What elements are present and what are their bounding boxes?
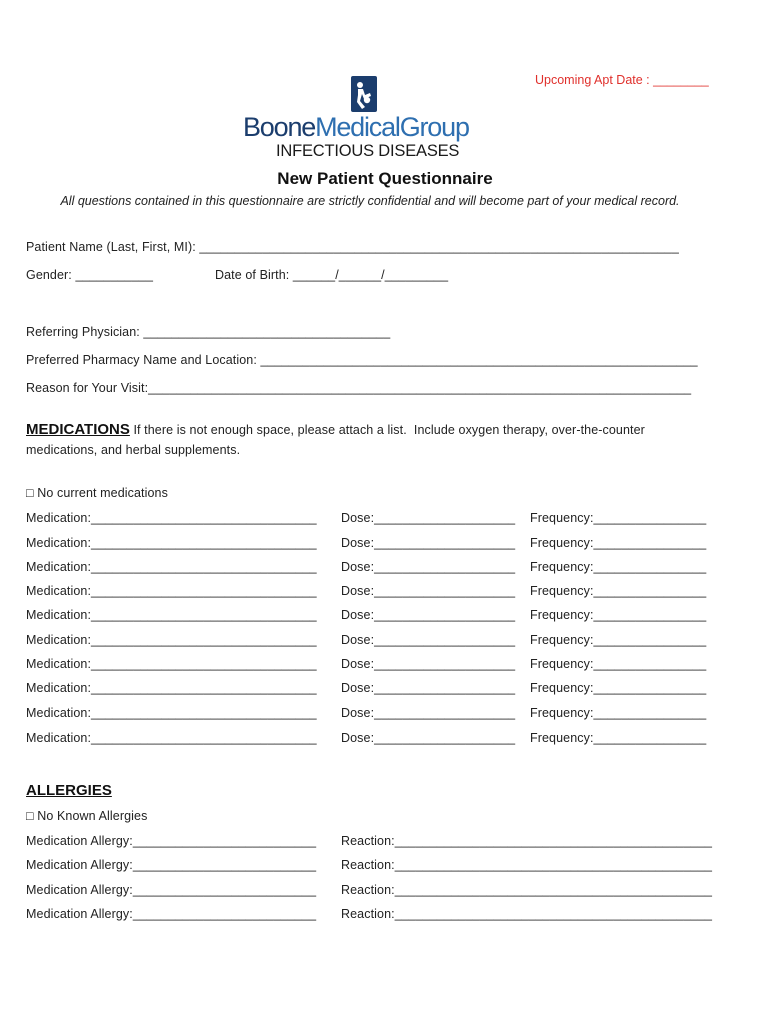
medication-field[interactable]: Medication:________________________________ xyxy=(26,657,317,671)
frequency-field[interactable]: Frequency:________________ xyxy=(530,511,707,525)
dose-field[interactable]: Dose:____________________ xyxy=(341,584,516,598)
dose-field[interactable]: Dose:____________________ xyxy=(341,608,516,622)
logo-medical-group-text: MedicalGroup xyxy=(315,112,469,142)
frequency-field[interactable]: Frequency:________________ xyxy=(530,657,707,671)
reaction-field[interactable]: Reaction:_____________________________________________ xyxy=(341,834,713,848)
medication-field[interactable]: Medication:________________________________ xyxy=(26,706,317,720)
medications-heading-line xyxy=(26,421,645,439)
medication-field[interactable]: Medication:________________________________ xyxy=(26,536,317,550)
no-current-medications-checkbox[interactable]: □ No current medications xyxy=(26,486,168,500)
reason-for-visit-field[interactable]: Reason for Your Visit:_____________________________________________________________________________ xyxy=(26,381,692,395)
frequency-field[interactable]: Frequency:________________ xyxy=(530,560,707,574)
dose-field[interactable]: Dose:____________________ xyxy=(341,511,516,525)
patient-name-field[interactable]: Patient Name (Last, First, MI): ____________________________________________________________________ xyxy=(26,240,679,254)
upcoming-apt-date[interactable]: Upcoming Apt Date : ________ xyxy=(535,73,709,87)
medication-allergy-field[interactable]: Medication Allergy:__________________________ xyxy=(26,858,317,872)
medications-note-continued: medications, and herbal supplements. xyxy=(26,443,241,457)
medication-field[interactable]: Medication:________________________________ xyxy=(26,731,317,745)
frequency-field[interactable]: Frequency:________________ xyxy=(530,633,707,647)
allergies-heading: ALLERGIES xyxy=(26,782,112,799)
medication-field[interactable]: Medication:________________________________ xyxy=(26,633,317,647)
reaction-field[interactable]: Reaction:_____________________________________________ xyxy=(341,858,713,872)
medication-field[interactable]: Medication:________________________________ xyxy=(26,511,317,525)
dose-field[interactable]: Dose:____________________ xyxy=(341,681,516,695)
referring-physician-field[interactable]: Referring Physician: ___________________________________ xyxy=(26,325,391,339)
date-of-birth-field[interactable]: Date of Birth: ______/______/_________ xyxy=(215,268,449,282)
medication-allergy-field[interactable]: Medication Allergy:__________________________ xyxy=(26,883,317,897)
medication-field[interactable]: Medication:________________________________ xyxy=(26,608,317,622)
logo-boone-text: Boone xyxy=(243,112,316,142)
dose-field[interactable]: Dose:____________________ xyxy=(341,657,516,671)
medications-heading: MEDICATIONS xyxy=(26,421,130,438)
frequency-field[interactable]: Frequency:________________ xyxy=(530,536,707,550)
confidentiality-note: All questions contained in this questionnaire are strictly confidential and will become part of your medical record. xyxy=(60,194,680,208)
reaction-field[interactable]: Reaction:_____________________________________________ xyxy=(341,907,713,921)
dose-field[interactable]: Dose:____________________ xyxy=(341,706,516,720)
dose-field[interactable]: Dose:____________________ xyxy=(341,633,516,647)
medication-field[interactable]: Medication:________________________________ xyxy=(26,584,317,598)
page-title: New Patient Questionnaire xyxy=(277,169,493,188)
boone-logo-wordmark xyxy=(243,112,469,143)
logo-department: INFECTIOUS DISEASES xyxy=(276,142,460,160)
boone-logo-icon xyxy=(351,76,377,112)
frequency-field[interactable]: Frequency:________________ xyxy=(530,706,707,720)
frequency-field[interactable]: Frequency:________________ xyxy=(530,608,707,622)
no-known-allergies-checkbox[interactable]: □ No Known Allergies xyxy=(26,809,148,823)
dose-field[interactable]: Dose:____________________ xyxy=(341,731,516,745)
medications-note: If there is not enough space, please attach a list. Include oxygen therapy, over-the-counter xyxy=(129,423,645,437)
frequency-field[interactable]: Frequency:________________ xyxy=(530,584,707,598)
medication-allergy-field[interactable]: Medication Allergy:__________________________ xyxy=(26,907,317,921)
gender-field[interactable]: Gender: ___________ xyxy=(26,268,154,282)
frequency-field[interactable]: Frequency:________________ xyxy=(530,731,707,745)
dose-field[interactable]: Dose:____________________ xyxy=(341,560,516,574)
medication-field[interactable]: Medication:________________________________ xyxy=(26,681,317,695)
medication-field[interactable]: Medication:________________________________ xyxy=(26,560,317,574)
dose-field[interactable]: Dose:____________________ xyxy=(341,536,516,550)
preferred-pharmacy-field[interactable]: Preferred Pharmacy Name and Location: ______________________________________________________________ xyxy=(26,353,698,367)
medication-allergy-field[interactable]: Medication Allergy:__________________________ xyxy=(26,834,317,848)
frequency-field[interactable]: Frequency:________________ xyxy=(530,681,707,695)
reaction-field[interactable]: Reaction:_____________________________________________ xyxy=(341,883,713,897)
